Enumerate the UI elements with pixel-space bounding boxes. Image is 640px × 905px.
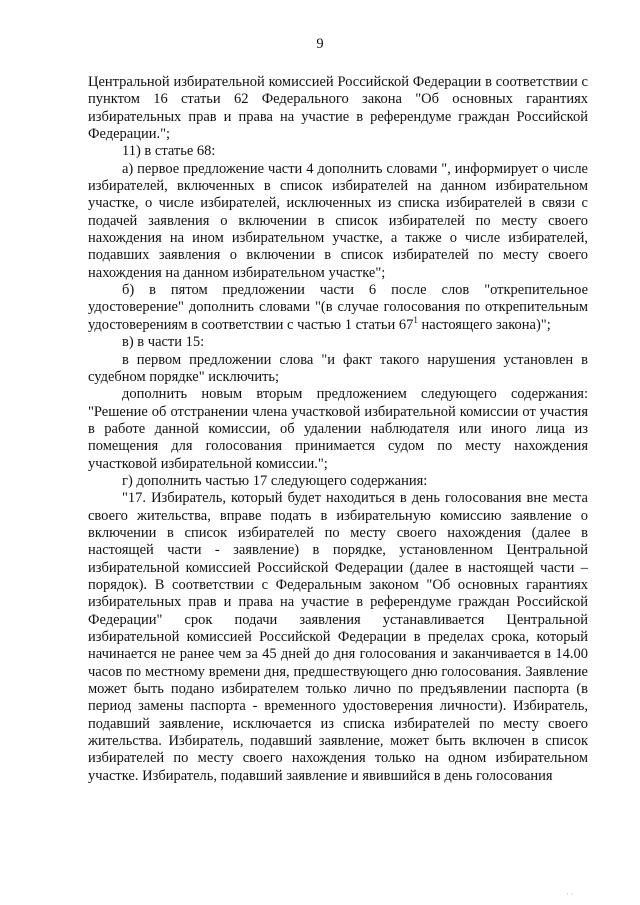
superscript-article-number: 1 [413, 314, 418, 325]
paragraph-part-17: "17. Избиратель, который будет находиться в день голосования вне места своего жительства, вправе подать в избирательную комиссию заявление о включении в список избирателей по месту своего нахождения (далее в настоящей части - заявление) в порядке, установленном Центральной избирательной комиссией Российской Федерации (далее в настоящей части – порядок). В соответствии с Федеральным законом "Об основных гарантиях избирательных прав и права на участие в референдуме граждан Российской Федерации" срок подачи заявления устанавливается Центральной избирательной комиссией Российской Федерации в пределах срока, который начинается не ранее чем за 45 дней до дня голосования и заканчивается в 14.00 часов по местному времени дня, предшествующего дню голосования. Заявление может быть подано избирателем только лично по предъявлении паспорта (в период замены паспорта - временного удостоверения личности). Избиратель, подавший заявление, исключается из списка избирателей по месту своего жительства. Избиратель, подавший заявление, может быть включен в список избирателей по месту своего нахождения только на одном избирательном участке. Избиратель, подавший заявление и явившийся в день голосования [88, 490, 588, 784]
paragraph-item-v: в) в части 15: [122, 334, 205, 351]
paragraph-item-a: а) первое предложение части 4 дополнить словами ", информирует о числе избирателей, включенных в список избирателей на данном избирательном участке, о числе избирателей, исключенных из списка избирателей в связи с подачей заявления о включении в список избирателей по месту своего нахождения на ином избирательном участке, а также о числе избирателей, подавших заявления о включении в список избирателей по месту своего нахождения на данном избирательном участке"; [88, 160, 588, 281]
paragraph-item-b-tail: настоящего закона)"; [417, 316, 551, 333]
paragraph-second-sentence-addition: дополнить новым вторым предложением следующего содержания: "Решение об отстранении члена участковой избирательной комиссии от участия в работе данной комиссии, об удалении наблюдателя или иного лица из помещения для голосования принимается судом по месту нахождения участковой избирательной комиссии."; [88, 386, 588, 472]
paragraph-continuation: Центральной избирательной комиссией Российской Федерации в соответствии с пунктом 16 статьи 62 Федерального закона "Об основных гарантиях избирательных прав и права на участие в референдуме граждан Российской Федерации."; [88, 74, 588, 143]
paragraph-item-g: г) дополнить частью 17 следующего содержания: [122, 472, 428, 489]
document-body [88, 74, 588, 785]
paragraph-item-b [88, 282, 588, 334]
paragraph-item-11: 11) в статье 68: [122, 143, 216, 160]
scan-mark: · · [566, 890, 574, 899]
paragraph-item-b-text: б) в пятом предложении части 6 после слов "открепительное удостоверение" дополнить словами "(в случае голосования по открепительным удостоверениям в соответствии с частью 1 статьи 67 [88, 282, 588, 333]
paragraph-first-sentence-change: в первом предложении слова "и факт такого нарушения установлен в судебном порядке" исключить; [88, 351, 588, 385]
page-number: 9 [316, 36, 324, 52]
